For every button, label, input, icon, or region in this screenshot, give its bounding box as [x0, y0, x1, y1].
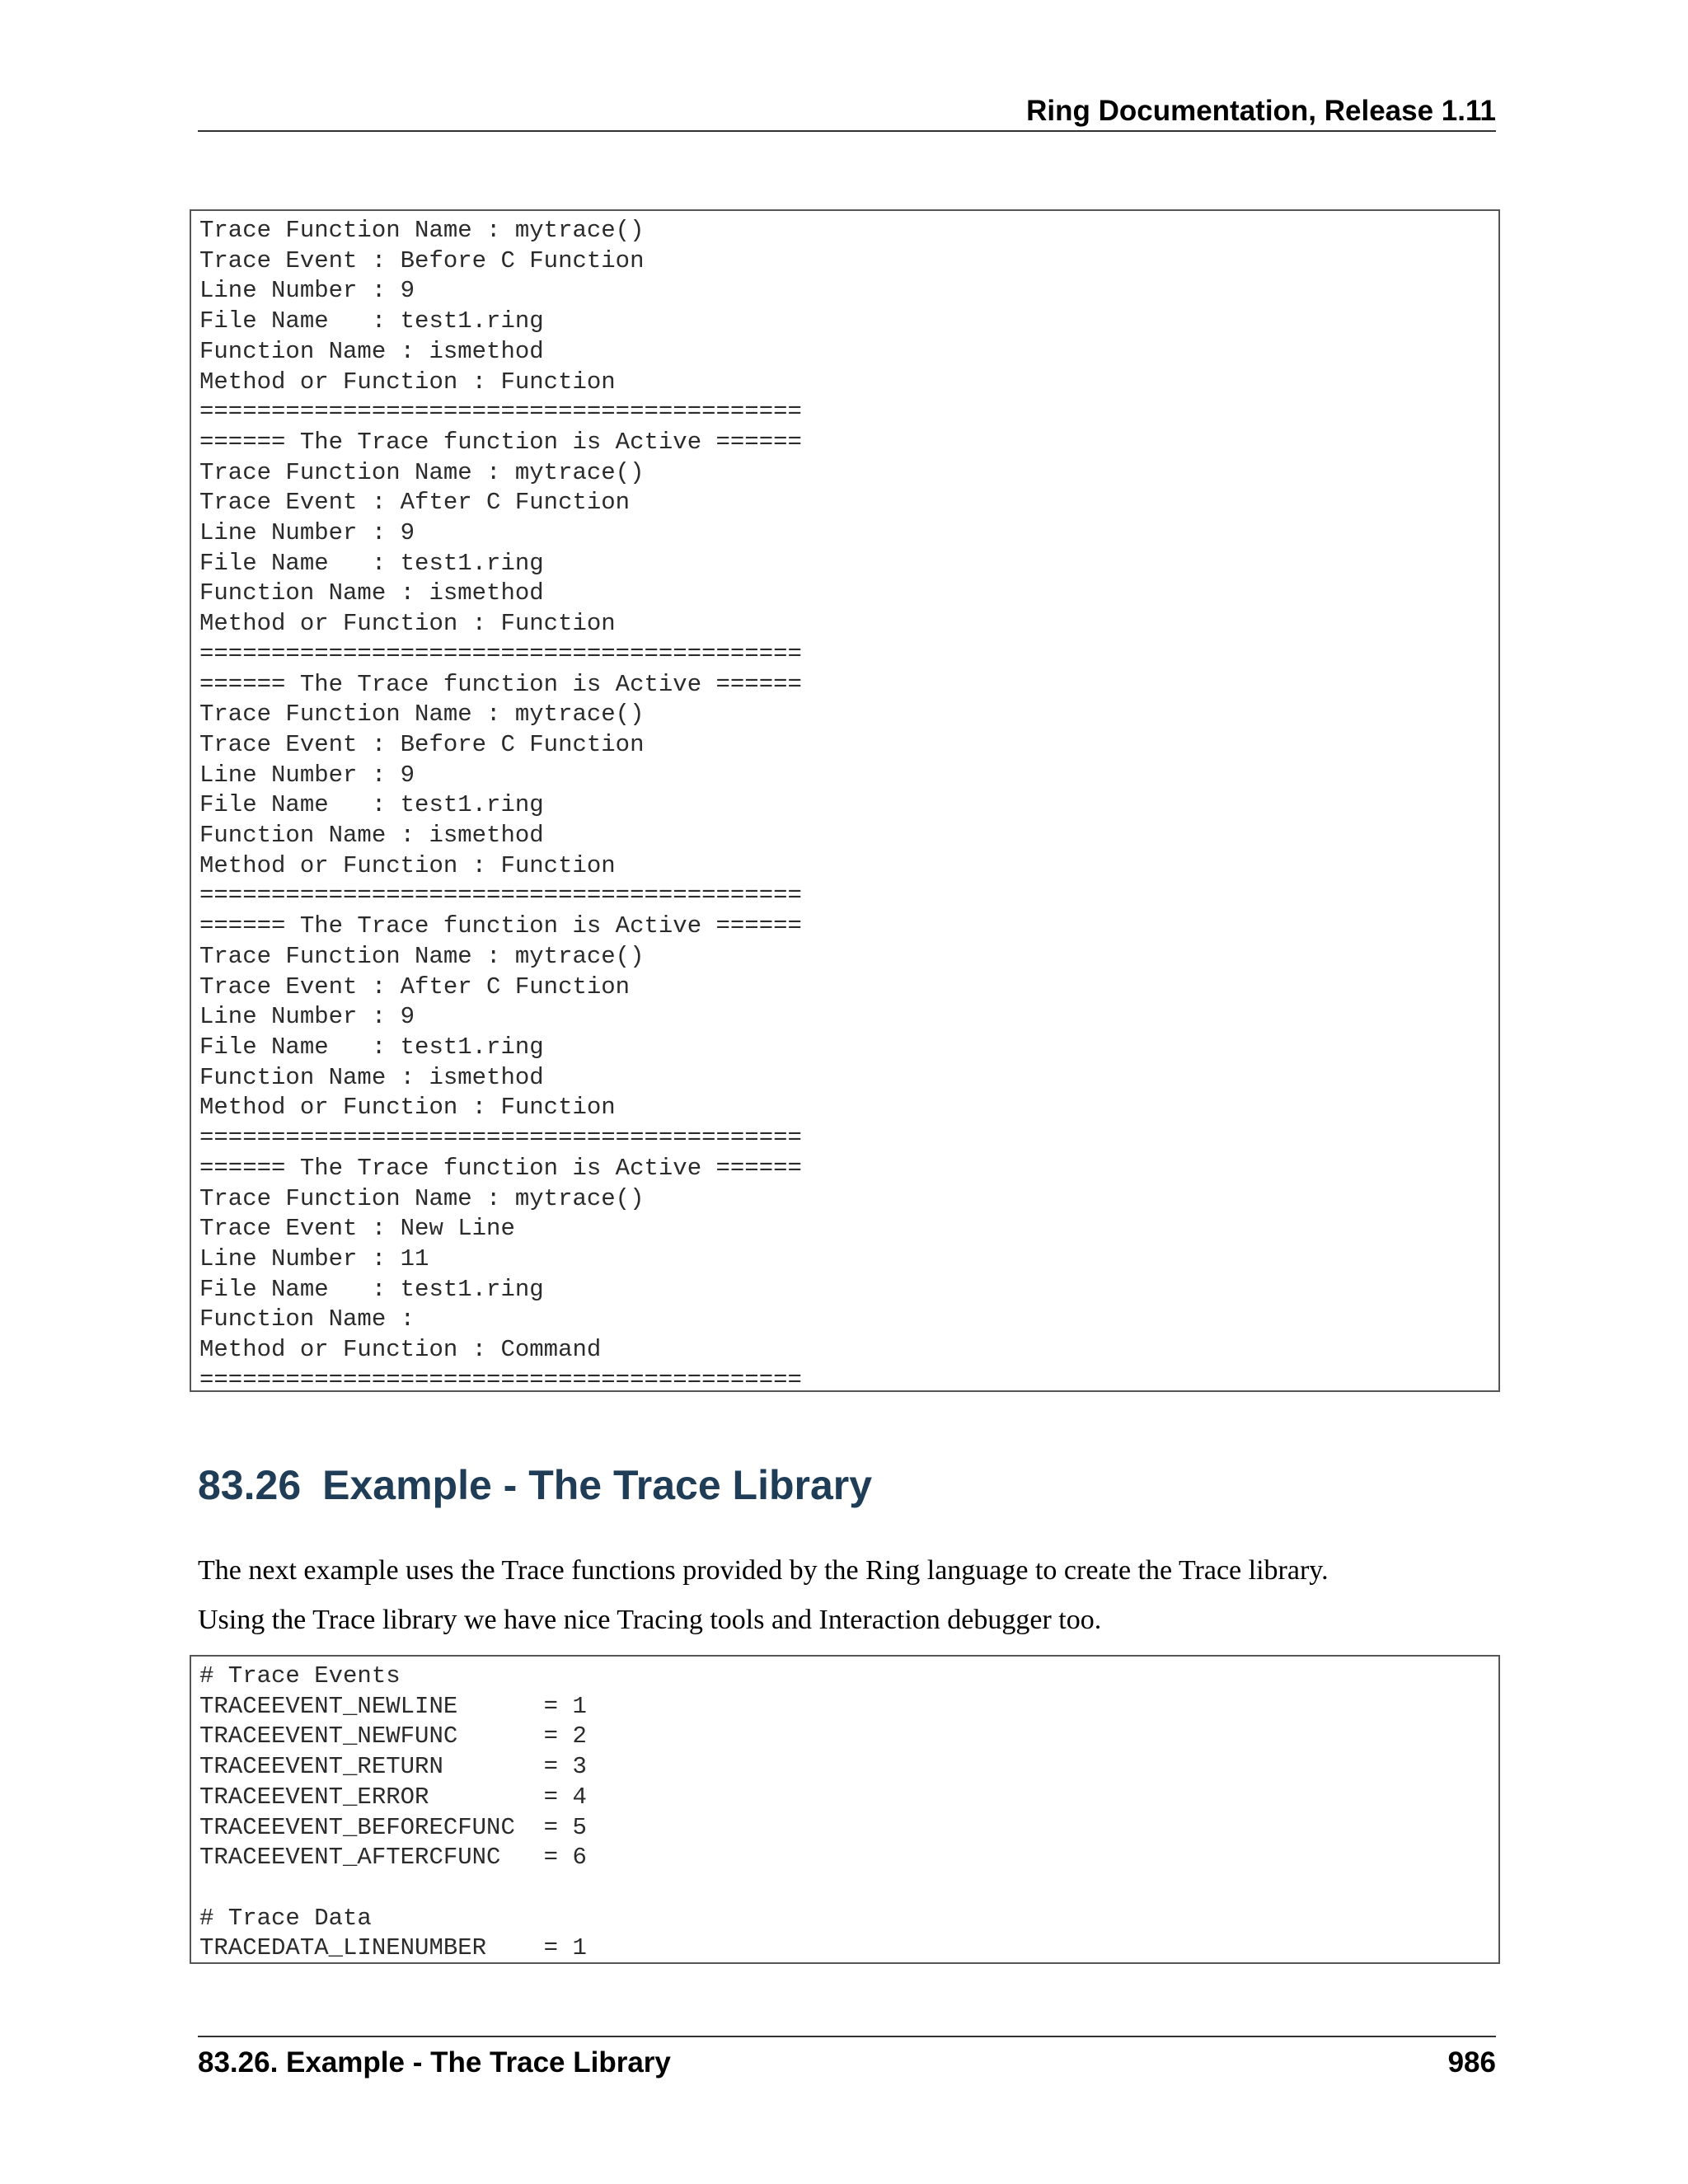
- trace-library-code-block: [190, 1655, 1500, 1964]
- running-header-title: Ring Documentation, Release 1.11: [1026, 95, 1496, 127]
- body-paragraph-1: The next example uses the Trace functions provided by the Ring language to create the Trace library.: [198, 1555, 1329, 1586]
- trace-output-code-text: Trace Function Name : mytrace() Trace Event : Before C Function Line Number : 9 File Name : test1.ring Function Name : ismethod Method or Function : Function ========================================== ====== The Trace function is Active ====== Trace Function Name : mytrace() Trace Event : After C Function Line Number : 9 File Name : test1.ring Function Name : ismethod Method or Function : Function ========================================== ====== The Trace function is Active ====== Trace Function Name : mytrace() Trace Event : Before C Function Line Number : 9 File Name : test1.ring Function Name : ismethod Method or Function : Function ========================================== ====== The Trace function is Active ====== Trace Function Name : mytrace() Trace Event : After C Function Line Number : 9 File Name : test1.ring Function Name : ismethod Method or Function : Function ========================================== ====== The Trace function is Active ====== Trace Function Name : mytrace() Trace Event : New Line Line Number : 11 File Name : test1.ring Function Name : Method or Function : Command ==========================================: [199, 217, 802, 1392]
- page-number: 986: [1447, 2046, 1496, 2079]
- section-title: Example - The Trace Library: [322, 1462, 873, 1508]
- footer-section-label: 83.26. Example - The Trace Library: [198, 2046, 671, 2079]
- trace-library-code-text: # Trace Events TRACEEVENT_NEWLINE = 1 TRACEEVENT_NEWFUNC = 2 TRACEEVENT_RETURN = 3 TRACEEVENT_ERROR = 4 TRACEEVENT_BEFORECFUNC = 5 TRACEEVENT_AFTERCFUNC = 6 # Trace Data TRACEDATA_LINENUMBER = 1: [199, 1662, 587, 1962]
- section-heading: [198, 1459, 872, 1511]
- trace-output-code-block: [190, 209, 1500, 1392]
- section-number: 83.26: [198, 1462, 302, 1508]
- footer-divider: [198, 2036, 1496, 2037]
- header-divider: [198, 130, 1496, 132]
- body-paragraph-2: Using the Trace library we have nice Tracing tools and Interaction debugger too.: [198, 1605, 1102, 1635]
